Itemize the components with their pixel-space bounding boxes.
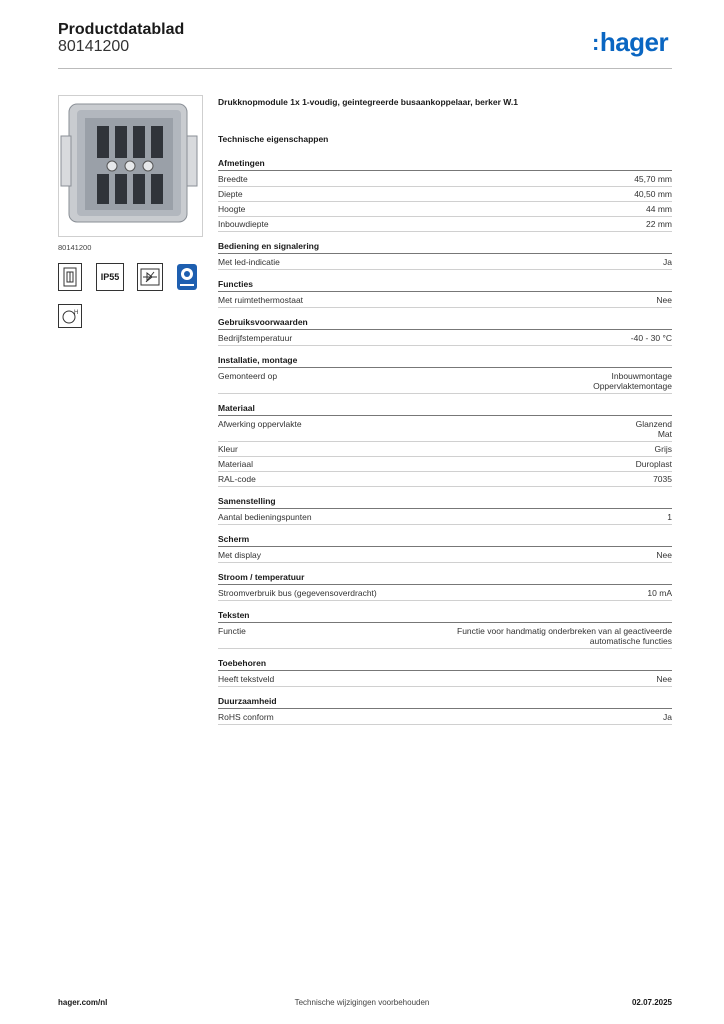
product-description: Drukknopmodule 1x 1-voudig, geintegreerde busaankoppelaar, berker W.1 (218, 97, 518, 107)
spec-row (218, 510, 672, 525)
header-divider (58, 68, 672, 69)
spec-row (218, 586, 672, 601)
spec-value (667, 512, 672, 522)
section-title: Teksten (218, 610, 672, 623)
spec-value-line: Duroplast (635, 459, 672, 469)
section-title: Scherm (218, 534, 672, 547)
spec-section (218, 403, 672, 487)
spec-value (457, 626, 672, 646)
spec-row (218, 548, 672, 563)
spec-value-line: Glanzend (635, 419, 672, 429)
svg-text:H: H (74, 310, 79, 316)
spec-value-line: Nee (656, 674, 672, 684)
spec-section (218, 496, 672, 525)
footer-date: 02.07.2025 (631, 998, 672, 1007)
spec-label: Met ruimtethermostaat (218, 295, 304, 305)
spec-label: Hoogte (218, 204, 246, 214)
spec-value-line: Mat (657, 429, 672, 439)
hager-logo: :hager (592, 27, 669, 57)
spec-row (218, 457, 672, 472)
spec-value-line: Ja (663, 712, 672, 722)
spec-value-line: 22 mm (646, 219, 672, 229)
spec-value-line: automatische functies (589, 636, 672, 646)
spec-label: Heeft tekstveld (218, 674, 275, 684)
thermostat-icon (58, 304, 82, 328)
spec-value-line: Nee (656, 550, 672, 560)
spec-value (646, 204, 672, 214)
spec-label: Materiaal (218, 459, 253, 469)
spec-value-line: Ja (663, 257, 672, 267)
spec-value-line: Grijs (654, 444, 672, 454)
spec-label: Inbouwdiepte (218, 219, 269, 229)
spec-row (218, 255, 672, 270)
spec-value (663, 257, 672, 267)
potentiometer-icon (137, 263, 163, 291)
spec-label: Breedte (218, 174, 248, 184)
section-title: Afmetingen (218, 158, 672, 171)
spec-row (218, 624, 672, 649)
footer-website[interactable]: hager.com/nl (58, 998, 108, 1007)
spec-value (663, 712, 672, 722)
spec-section (218, 158, 672, 232)
spec-section (218, 241, 672, 270)
spec-value-line: 44 mm (646, 204, 672, 214)
spec-row (218, 187, 672, 202)
spec-label: Bedrijfstemperatuur (218, 333, 293, 343)
spec-value (636, 419, 672, 439)
spec-sections (218, 158, 672, 725)
spec-value-line: -40 - 30 °C (630, 333, 672, 343)
spec-value (656, 674, 672, 684)
ip55-badge: IP55 (96, 263, 124, 291)
spec-value-line: 1 (667, 512, 672, 522)
spec-label: Diepte (218, 189, 243, 199)
spec-value-line: Inbouwmontage (611, 371, 672, 381)
spec-section (218, 355, 672, 394)
spec-row (218, 369, 672, 394)
spec-value (656, 295, 672, 305)
spec-value (647, 588, 672, 598)
spec-section (218, 658, 672, 687)
section-title: Materiaal (218, 403, 672, 416)
spec-label: Met display (218, 550, 261, 560)
spec-value (646, 219, 672, 229)
page-title: Productdatablad (58, 21, 185, 38)
spec-label: Functie (218, 626, 246, 636)
spec-section (218, 610, 672, 649)
spec-value-line: 7035 (653, 474, 672, 484)
spec-row (218, 202, 672, 217)
spec-row (218, 442, 672, 457)
spec-value-line: 40,50 mm (634, 189, 672, 199)
spec-value-line: Functie voor handmatig onderbreken van al geactiveerde (457, 626, 672, 636)
spec-row (218, 293, 672, 308)
spec-value (636, 459, 672, 469)
product-image (58, 95, 203, 237)
spec-section (218, 317, 672, 346)
logo-text: hager (599, 27, 669, 57)
spec-value-line: Nee (656, 295, 672, 305)
section-title: Functies (218, 279, 672, 292)
section-title: Toebehoren (218, 658, 672, 671)
spec-value (655, 444, 672, 454)
spec-row (218, 672, 672, 687)
section-title: Gebruiksvoorwaarden (218, 317, 672, 330)
footer-notice: Technische wijzigingen voorbehouden (294, 998, 430, 1007)
product-number: 80141200 (58, 38, 130, 55)
spec-label: Met led-indicatie (218, 257, 280, 267)
section-title: Bediening en signalering (218, 241, 672, 254)
spec-value (634, 174, 672, 184)
spec-value (656, 550, 672, 560)
spec-row (218, 331, 672, 346)
section-title: Stroom / temperatuur (218, 572, 672, 585)
spec-row (218, 217, 672, 232)
spec-value (631, 333, 672, 343)
spec-label: RoHS conform (218, 712, 274, 722)
spec-value-line: 45,70 mm (634, 174, 672, 184)
section-title: Installatie, montage (218, 355, 672, 368)
spec-label: Afwerking oppervlakte (218, 419, 302, 429)
spec-label: Stroomverbruik bus (gegevensoverdracht) (218, 588, 377, 598)
spec-row (218, 710, 672, 725)
specification-panel (218, 97, 672, 734)
spec-label: RAL-code (218, 474, 256, 484)
spec-section (218, 534, 672, 563)
technical-properties-heading: Technische eigenschappen (218, 134, 329, 144)
section-title: Samenstelling (218, 496, 672, 509)
spec-row (218, 472, 672, 487)
flush-mounting-icon (58, 263, 82, 291)
spec-value-line: Oppervlaktemontage (593, 381, 672, 391)
spec-label: Gemonteerd op (218, 371, 278, 381)
section-title: Duurzaamheid (218, 696, 672, 709)
spec-value (593, 371, 672, 391)
spec-value (634, 189, 672, 199)
spec-section (218, 572, 672, 601)
spec-label: Aantal bedieningspunten (218, 512, 312, 522)
spec-row (218, 172, 672, 187)
spec-value-line: 10 mA (647, 588, 672, 598)
image-caption: 80141200 (58, 243, 92, 252)
spec-section (218, 696, 672, 725)
spec-row (218, 417, 672, 442)
spec-label: Kleur (218, 444, 238, 454)
spec-value (653, 474, 672, 484)
spec-section (218, 279, 672, 308)
app-badge-icon (175, 263, 199, 291)
